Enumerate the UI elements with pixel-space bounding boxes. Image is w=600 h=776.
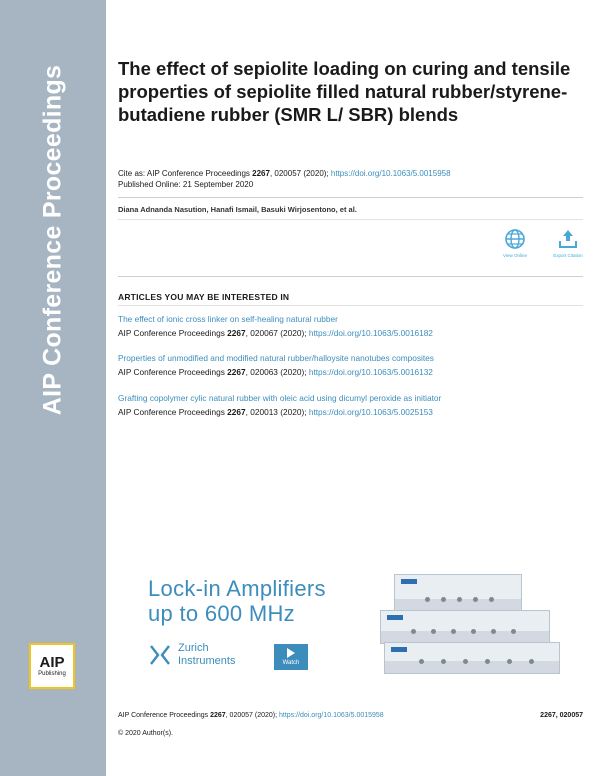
cite-prefix: AIP Conference Proceedings (118, 328, 228, 338)
cite-volume: 2267 (227, 407, 246, 417)
play-icon (287, 648, 295, 658)
zurich-x-icon (148, 643, 172, 667)
author-list[interactable]: Diana Adnanda Nasution, Hanafi Ismail, Basuki Wirjosentono, et al. (118, 205, 357, 214)
related-article (118, 392, 583, 419)
cite-volume: 2267 (210, 712, 226, 719)
article-title: The effect of sepiolite loading on curing and tensile properties of sepiolite filled natural rubber/styrene-butadiene rubber (SMR L/ SBR) blends (118, 58, 571, 125)
advertisement-banner[interactable] (132, 566, 572, 676)
journal-sidebar (0, 0, 106, 776)
logo-main-text: AIP (39, 653, 65, 671)
brand-line-2: Instruments (178, 655, 236, 667)
cite-volume: 2267 (252, 169, 270, 178)
doi-link[interactable]: https://doi.org/10.1063/5.0025153 (308, 407, 433, 417)
brand-line-1: Zurich (178, 642, 209, 654)
related-article-cite (118, 327, 583, 340)
citation-line (118, 168, 451, 179)
instrument-image (394, 574, 522, 612)
cite-volume: 2267 (227, 328, 246, 338)
related-article-cite (118, 406, 583, 419)
related-article-cite (118, 366, 583, 379)
globe-icon (504, 228, 526, 250)
divider (118, 197, 583, 198)
logo-sub-text: Publishing (38, 670, 66, 677)
doi-link[interactable]: https://doi.org/10.1063/5.0015958 (279, 712, 384, 719)
view-online-button[interactable] (490, 228, 540, 258)
published-date: Published Online: 21 September 2020 (118, 180, 254, 189)
related-article-title[interactable]: The effect of ionic cross linker on self-healing natural rubber (118, 314, 338, 324)
cite-rest: , 020067 (2020); (245, 328, 309, 338)
divider (118, 219, 583, 220)
footer-citation (118, 712, 583, 719)
cite-rest: , 020057 (2020); (269, 169, 331, 178)
instrument-image (384, 642, 560, 674)
export-citation-button[interactable] (543, 228, 593, 258)
watch-label: Watch (282, 660, 300, 666)
related-article (118, 313, 583, 340)
cite-rest: , 020057 (2020); (225, 712, 279, 719)
zurich-instruments-logo (148, 642, 235, 668)
doi-link[interactable]: https://doi.org/10.1063/5.0016132 (308, 367, 433, 377)
export-icon (557, 228, 579, 250)
export-citation-label: Export Citation (553, 253, 583, 258)
cite-volume: 2267 (227, 367, 246, 377)
instrument-image (380, 610, 550, 644)
journal-title: AIP Conference Proceedings (38, 64, 67, 416)
view-online-label: View Online (503, 253, 527, 258)
cite-rest: , 020063 (2020); (245, 367, 309, 377)
copyright: © 2020 Author(s). (118, 730, 173, 737)
watch-button[interactable] (274, 644, 308, 670)
ad-headline-2: up to 600 MHz (148, 601, 295, 626)
cite-prefix: AIP Conference Proceedings (118, 367, 228, 377)
related-article-title[interactable]: Properties of unmodified and modified natural rubber/halloysite nanotubes composites (118, 353, 434, 363)
ad-headline-1: Lock-in Amplifiers (148, 576, 326, 601)
aip-publishing-logo[interactable] (29, 643, 75, 689)
related-article-title[interactable]: Grafting copolymer cylic natural rubber with oleic acid using dicumyl peroxide as initiator (118, 393, 442, 403)
related-article (118, 352, 583, 379)
doi-link[interactable]: https://doi.org/10.1063/5.0015958 (330, 169, 451, 178)
divider (118, 305, 583, 306)
cite-prefix: AIP Conference Proceedings (118, 712, 211, 719)
cite-rest: , 020013 (2020); (245, 407, 309, 417)
page-reference: 2267, 020057 (540, 712, 583, 719)
related-heading: ARTICLES YOU MAY BE INTERESTED IN (118, 292, 290, 302)
doi-link[interactable]: https://doi.org/10.1063/5.0016182 (308, 328, 433, 338)
divider (118, 276, 583, 277)
cite-prefix: AIP Conference Proceedings (118, 407, 228, 417)
cite-prefix: Cite as: AIP Conference Proceedings (118, 169, 253, 178)
